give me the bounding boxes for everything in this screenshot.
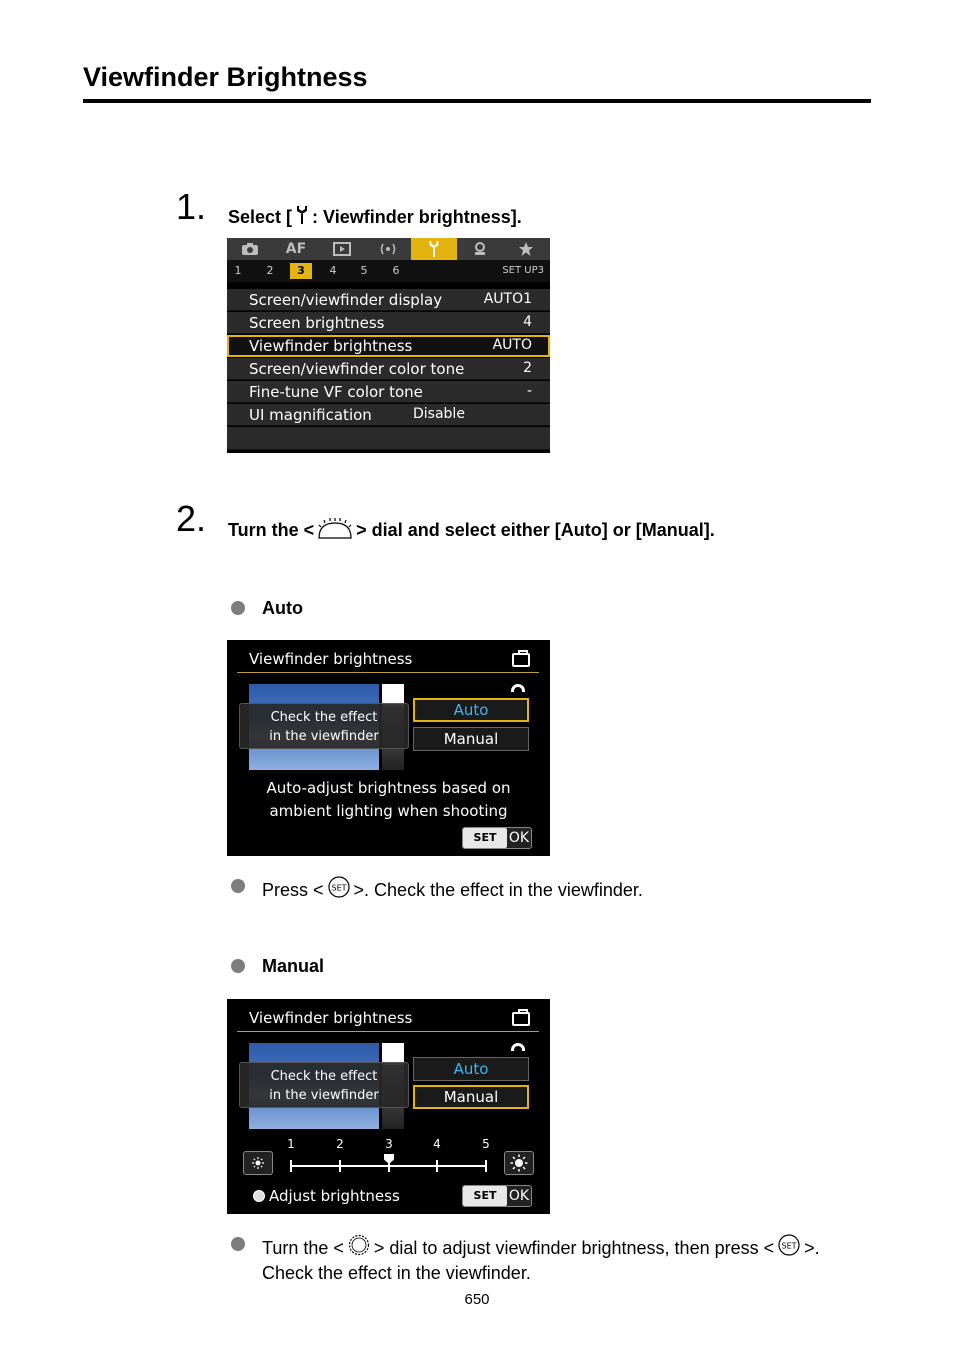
set-button-icon (328, 876, 350, 904)
set-ok-button (462, 827, 532, 849)
bullet-dot (231, 879, 245, 893)
scale-tick (436, 1160, 438, 1172)
menu-tab-bar (227, 238, 550, 260)
playback-icon (333, 242, 351, 256)
scale-number: 2 (336, 1137, 344, 1151)
set-button-icon (778, 1234, 800, 1262)
scroll-up-icon (511, 684, 525, 692)
bright-sun-icon (504, 1151, 534, 1175)
option-manual: Manual (413, 727, 529, 751)
overlay-line-2: in the viewfinder (269, 1088, 379, 1103)
manual-note-part-3: >. (804, 1237, 820, 1258)
ok-label: OK (508, 1188, 530, 1204)
page-number: 650 (464, 1291, 490, 1308)
back-icon (512, 653, 530, 667)
screen-title: Viewfinder brightness (249, 650, 413, 668)
custom-function-icon (472, 241, 488, 257)
auto-note-before: Press < (262, 879, 324, 900)
auto-screenshot (227, 640, 550, 856)
menu-row-label: Viewfinder brightness (249, 337, 413, 355)
set-ok-button (462, 1185, 532, 1207)
scale-tick (290, 1160, 292, 1172)
scale-tick (485, 1160, 487, 1172)
menu-row-value: AUTO1 (483, 291, 532, 307)
menu-row-value: Disable (413, 406, 465, 422)
wrench-icon (427, 240, 441, 258)
svg-text:SET: SET (781, 1241, 797, 1251)
bullet-dot (231, 601, 245, 615)
svg-text:SET: SET (331, 883, 347, 893)
menu-row (227, 289, 550, 311)
menu-row-label: UI magnification (249, 406, 372, 424)
wrench-icon (294, 205, 310, 230)
back-icon (512, 1012, 530, 1026)
step-2-number: 2. (176, 498, 207, 539)
manual-note-part-1: Turn the < (262, 1237, 344, 1258)
option-auto: Auto (413, 1057, 529, 1081)
option-manual: Manual (413, 1085, 529, 1109)
menu-row-empty (227, 427, 550, 450)
menu-row-value: 2 (523, 360, 532, 376)
step-1-text-before: Select [ (228, 207, 293, 227)
tab-my-menu (503, 238, 549, 260)
tab-custom-functions (457, 238, 503, 260)
subtab-2: 2 (266, 264, 274, 277)
quick-control-dial-icon (253, 1190, 265, 1202)
adjust-brightness-label (253, 1187, 400, 1205)
step-1-text (228, 205, 522, 230)
scale-number: 4 (433, 1137, 441, 1151)
page-title: Viewfinder Brightness (83, 62, 368, 92)
manual-note (262, 1234, 820, 1285)
subtab-1: 1 (234, 264, 242, 277)
step-2-text-after: > dial and select either [Auto] or [Manual]. (356, 520, 715, 540)
scale-tick (339, 1160, 341, 1172)
auto-label: Auto (262, 598, 303, 618)
setup-label: SET UP3 (502, 265, 544, 276)
step-1-text-after: : Viewfinder brightness]. (312, 207, 522, 227)
overlay-line-1: Check the effect (270, 710, 378, 725)
overlay-line-2: in the viewfinder (269, 729, 379, 744)
tab-shooting (227, 238, 273, 260)
subtab-3: 3 (290, 263, 312, 279)
menu-row (227, 312, 550, 334)
menu-row (227, 381, 550, 403)
scroll-up-icon (511, 1043, 525, 1051)
tab-wireless (365, 238, 411, 260)
subtab-6: 6 (392, 264, 400, 277)
camera-icon (241, 242, 259, 256)
manual-label: Manual (262, 956, 325, 976)
wireless-icon (379, 242, 397, 256)
auto-note-after: >. Check the effect in the viewfinder. (353, 879, 643, 900)
auto-note (262, 876, 643, 904)
manual-note-line-2: Check the effect in the viewfinder. (262, 1263, 531, 1283)
menu-row-value: AUTO (492, 337, 532, 353)
menu-row-value: - (526, 383, 532, 399)
title-rule (83, 99, 871, 103)
option-auto: Auto (413, 698, 529, 722)
overlay-line-1: Check the effect (270, 1069, 378, 1084)
step-2-text-before: Turn the < (228, 520, 315, 540)
menu-row-label: Screen brightness (249, 314, 385, 332)
screen-rule (237, 1031, 539, 1032)
scale-number: 3 (385, 1137, 393, 1151)
check-effect-overlay (239, 1062, 409, 1108)
auto-desc-line-1: Auto-adjust brightness based on (266, 779, 511, 797)
level-marker (384, 1154, 394, 1164)
main-dial-icon (316, 517, 354, 544)
menu-subtabs (227, 260, 550, 282)
auto-desc-line-2: ambient lighting when shooting (269, 802, 508, 820)
manual-note-part-2: > dial to adjust viewfinder brightness, then press < (373, 1237, 775, 1258)
adjust-brightness-text: Adjust brightness (269, 1187, 400, 1205)
bullet-dot (231, 959, 245, 973)
step-1-number: 1. (176, 186, 207, 227)
quick-control-dial-icon (348, 1234, 370, 1262)
menu-row-label: Screen/viewfinder display (249, 291, 443, 309)
star-icon (518, 241, 534, 257)
menu-row (227, 404, 550, 426)
menu-row-label: Fine-tune VF color tone (249, 383, 423, 401)
subtab-4: 4 (329, 264, 337, 277)
dim-sun-icon (243, 1151, 273, 1175)
tab-setup (411, 238, 457, 260)
menu-row-label: Screen/viewfinder color tone (249, 360, 465, 378)
tab-af: AF (285, 241, 307, 257)
step-2-text (228, 517, 715, 544)
set-label: SET (463, 828, 507, 848)
menu-row-selected (227, 335, 550, 357)
tab-playback (319, 238, 365, 260)
bullet-dot (231, 1237, 245, 1251)
scale-number: 5 (482, 1137, 490, 1151)
menu-row (227, 358, 550, 380)
manual-screenshot (227, 999, 550, 1214)
set-label: SET (463, 1186, 507, 1206)
subtab-5: 5 (360, 264, 368, 277)
screen-title: Viewfinder brightness (249, 1009, 413, 1027)
menu-screenshot (227, 238, 550, 453)
menu-row-value: 4 (523, 314, 532, 330)
scale-number: 1 (287, 1137, 295, 1151)
check-effect-overlay (239, 703, 409, 749)
ok-label: OK (508, 830, 530, 846)
screen-rule (237, 672, 539, 673)
